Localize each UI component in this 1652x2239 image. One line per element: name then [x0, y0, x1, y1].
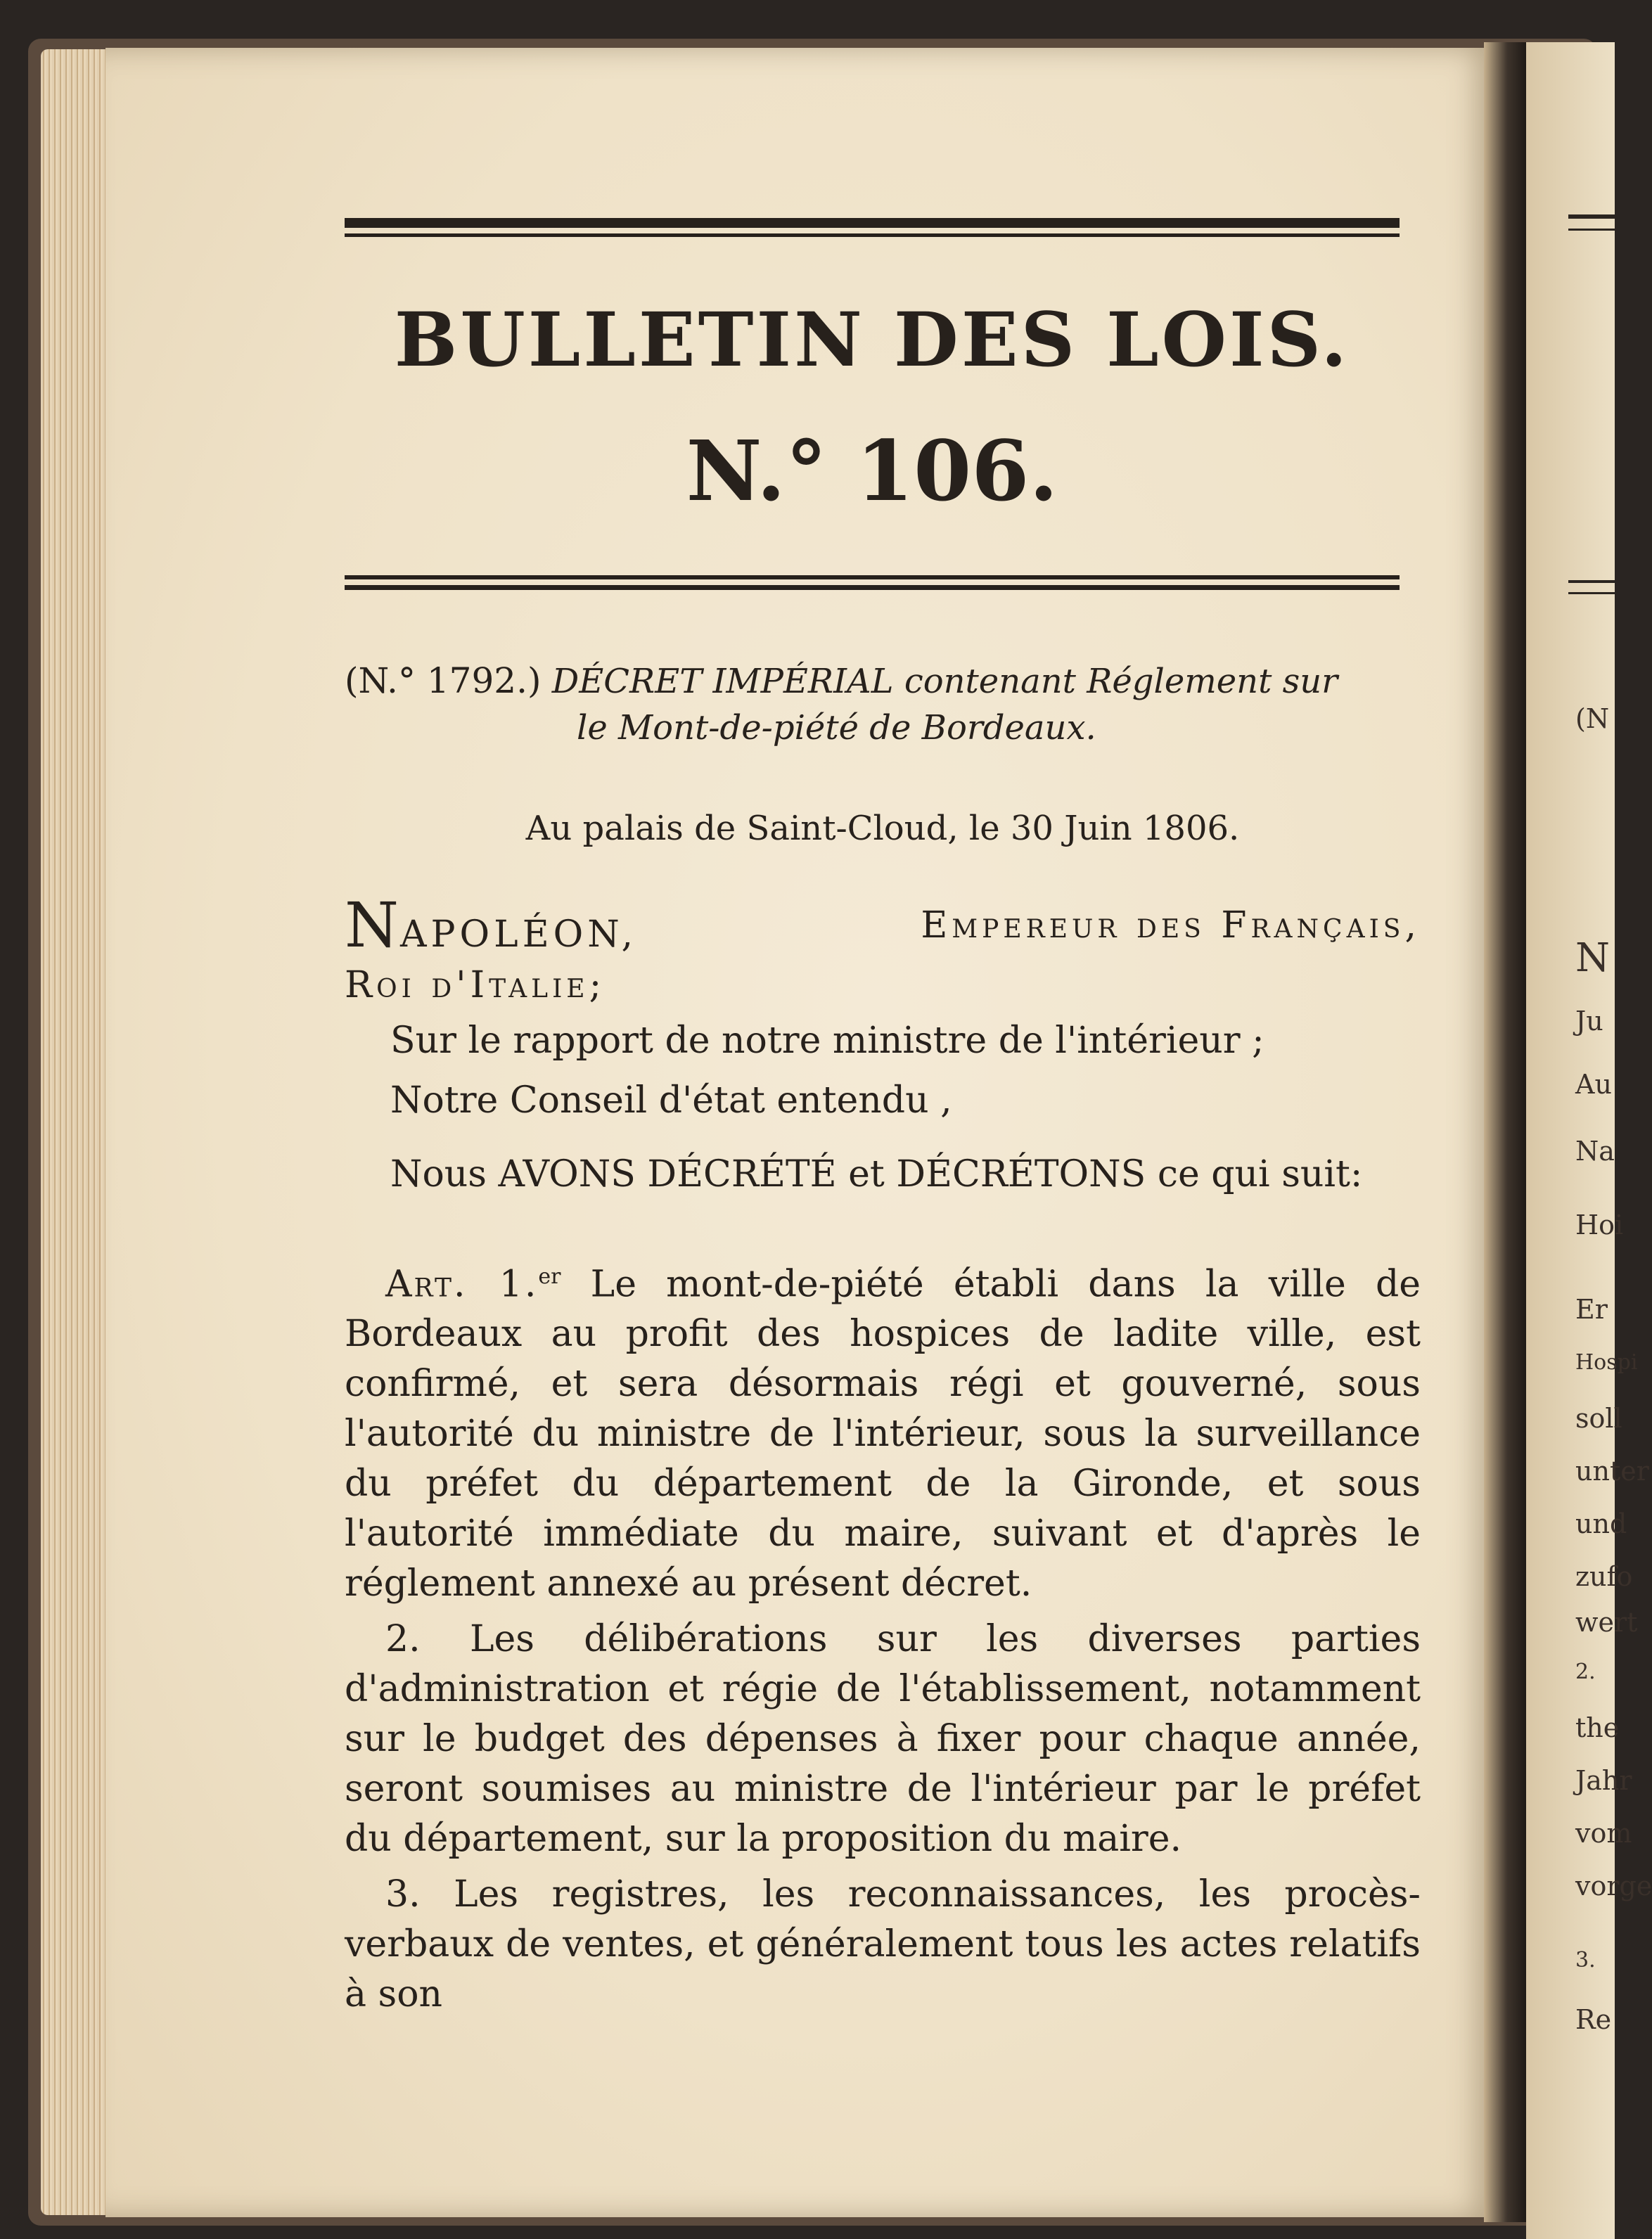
articles-body [345, 1252, 1421, 2025]
facing-fragment: Re [1575, 2004, 1612, 2035]
facing-fragment: Er [1575, 1294, 1608, 1325]
facing-rule-lower-thin [1568, 592, 1615, 594]
facing-fragment: 2. [1575, 1660, 1596, 1684]
decree-title-line1: DÉCRET IMPÉRIAL contenant Réglement sur [551, 662, 1338, 701]
facing-fragment: (N [1575, 703, 1610, 734]
article-3-text: Les registres, les reconnaissances, les procès-verbaux de ventes, et généralement tous les actes relatifs à son [345, 1873, 1421, 2016]
facing-fragment: vom [1575, 1818, 1632, 1849]
facing-fragment: Hospi [1575, 1350, 1638, 1375]
lower-double-rule [345, 575, 1400, 590]
page-block-edge [41, 49, 111, 2215]
decree-heading [345, 657, 1421, 751]
facing-fragment: Au [1575, 1069, 1612, 1100]
facing-fragment: N [1575, 935, 1610, 981]
intro-decree-formula: Nous AVONS DÉCRÉTÉ et DÉCRÉTONS ce qui suit: [390, 1153, 1363, 1195]
facing-fragment: Na [1575, 1136, 1615, 1167]
facing-fragment: Ju [1575, 1006, 1603, 1037]
emperor-title: Empereur des Français, [921, 904, 1421, 947]
article-2-label: 2. [385, 1618, 421, 1661]
napoleon-initial: N [345, 889, 400, 961]
facing-fragment: the [1575, 1712, 1620, 1743]
article-2 [345, 1615, 1421, 1864]
facing-rule-top [1568, 214, 1615, 219]
article-1-sup: er [538, 1264, 561, 1289]
napoleon-name: APOLÉON, [400, 913, 637, 956]
bulletin-title: BULLETIN DES LOIS. [394, 295, 1350, 383]
bulletin-number: N.° 106. [686, 422, 1058, 520]
facing-fragment: vorge [1575, 1871, 1652, 1901]
facing-fragment: wert [1575, 1607, 1638, 1638]
intro-council: Notre Conseil d'état entendu , [390, 1079, 952, 1122]
facing-rule-lower [1568, 580, 1615, 583]
intro-report: Sur le rapport de notre ministre de l'intérieur ; [390, 1020, 1264, 1062]
article-1 [345, 1252, 1421, 1609]
article-1-text: Le mont-de-piété établi dans la ville de Bordeaux au profit des hospices de ladite ville, est confirmé, et sera désormais régi et gouverné, sous l'autorité du ministre de l'intérieur, sous la surveillance du préfet du département de la Gironde, et sous l'autorité immédiate du maire, suivant et d'après le réglement annexé au présent décret. [345, 1263, 1421, 1605]
preamble-napoleon [345, 889, 1421, 1011]
book-gutter [1484, 42, 1526, 2222]
decree-title-line2: le Mont-de-piété de Bordeaux. [577, 708, 1096, 748]
decree-number: (N.° 1792.) [345, 660, 542, 701]
top-double-rule [345, 218, 1400, 237]
article-3 [345, 1870, 1421, 2020]
article-2-text: Les délibérations sur les diverses parties d'administration et régie de l'établissement, notamment sur le budget des dépenses à fixer pour chaque année, seront soumises au ministre de l'intérieur par le préfet du département, sur la proposition du maire. [345, 1618, 1421, 1861]
facing-fragment: und [1575, 1508, 1627, 1539]
facing-fragment: zufo [1575, 1561, 1633, 1592]
facing-fragment: unter [1575, 1456, 1649, 1487]
king-title: Roi d'Italie; [345, 964, 606, 1006]
facing-rule-top-thin [1568, 229, 1615, 231]
article-3-label: 3. [385, 1873, 421, 1916]
facing-fragment: 3. [1575, 1948, 1596, 1972]
place-date: Au palais de Saint-Cloud, le 30 Juin 1806. [525, 809, 1240, 848]
facing-fragment: Jahr [1575, 1765, 1632, 1796]
facing-page-fragment [1526, 42, 1652, 2239]
facing-fragment: soll [1575, 1403, 1622, 1434]
facing-fragment: Hoi [1575, 1210, 1624, 1240]
article-1-label: Art. 1. [385, 1263, 539, 1306]
